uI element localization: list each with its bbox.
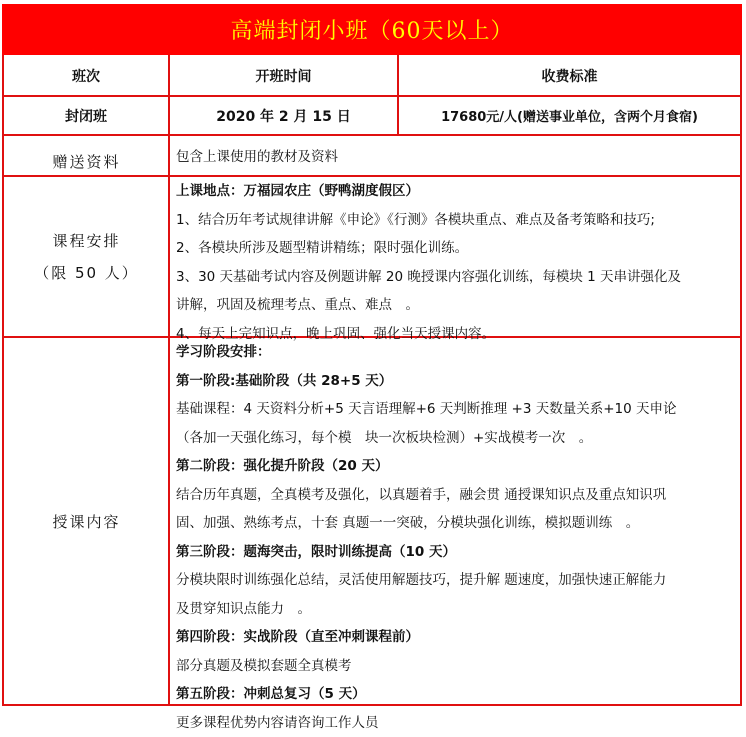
schedule-label <box>4 177 169 336</box>
schedule-line: 2、各模块所涉及题型精讲精练；限时强化训练。 <box>176 234 738 263</box>
stage-line: 及贯穿知识点能力 。 <box>176 595 738 624</box>
stage-line: 更多课程优势内容请咨询工作人员 <box>176 709 738 737</box>
stage-line: 基础课程：4 天资料分析+5 天言语理解+6 天判断推理 +3 天数量关系+10 天申论 <box>176 395 738 424</box>
teaching-label <box>4 338 169 706</box>
stage-line: 分模块限时训练强化总结，灵活使用解题技巧，提升解 题速度，加强快速正解能力 <box>176 566 738 595</box>
stage-line: 结合历年真题，全真模考及强化，以真题着手，融会贯 通授课知识点及重点知识巩 <box>176 481 738 510</box>
gift-text: 包含上课使用的教材及资料 <box>176 143 738 172</box>
stage-heading: 第一阶段:基础阶段（共 28+5 天） <box>176 367 738 396</box>
header-fee: 收费标准 <box>399 57 740 95</box>
location-line: 上课地点：万福园农庄（野鸭湖度假区） <box>176 177 738 206</box>
stage-heading: 学习阶段安排： <box>176 338 738 367</box>
schedule-line: 4、每天上完知识点，晚上巩固、强化当天授课内容。 <box>176 320 738 349</box>
page-title: 高端封闭小班（60天以上） <box>231 14 514 45</box>
gift-content <box>176 143 738 172</box>
stage-line: （各加一天强化练习，每个模 块一次板块检测）+实战模考一次 。 <box>176 424 738 453</box>
stage-heading: 第三阶段：题海突击，限时训练提高（10 天） <box>176 538 738 567</box>
schedule-content <box>176 177 738 348</box>
schedule-line: 3、30 天基础考试内容及例题讲解 20 晚授课内容强化训练，每模块 1 天串讲强化及 <box>176 263 738 292</box>
teaching-label-text: 授课内容 <box>52 506 120 538</box>
header-class: 班次 <box>4 57 168 95</box>
schedule-label-text: 课程安排 <box>52 225 120 257</box>
title-bar <box>2 4 742 55</box>
schedule-line: 1、结合历年考试规律讲解《申论》《行测》各模块重点、难点及备考策略和技巧; <box>176 206 738 235</box>
stage-heading: 第四阶段：实战阶段（直至冲刺课程前） <box>176 623 738 652</box>
stage-heading: 第二阶段：强化提升阶段（20 天） <box>176 452 738 481</box>
gift-label-text: 赠送资料 <box>52 146 120 178</box>
start-date: 2020 年 2 月 15 日 <box>170 97 397 134</box>
schedule-sublabel: （限 50 人） <box>34 257 139 289</box>
stage-line: 固、加强、熟练考点，十套 真题一一突破，分模块强化训练，模拟题训练 。 <box>176 509 738 538</box>
teaching-content <box>176 338 738 737</box>
stage-heading: 第五阶段：冲刺总复习（5 天） <box>176 680 738 709</box>
header-start-date: 开班时间 <box>170 57 397 95</box>
schedule-line: 讲解，巩固及梳理考点、重点、难点 。 <box>176 291 738 320</box>
stage-line: 部分真题及模拟套题全真模考 <box>176 652 738 681</box>
gift-label <box>4 136 169 175</box>
class-name: 封闭班 <box>4 97 168 134</box>
fee: 17680元/人(赠送事业单位，含两个月食宿) <box>399 97 740 134</box>
